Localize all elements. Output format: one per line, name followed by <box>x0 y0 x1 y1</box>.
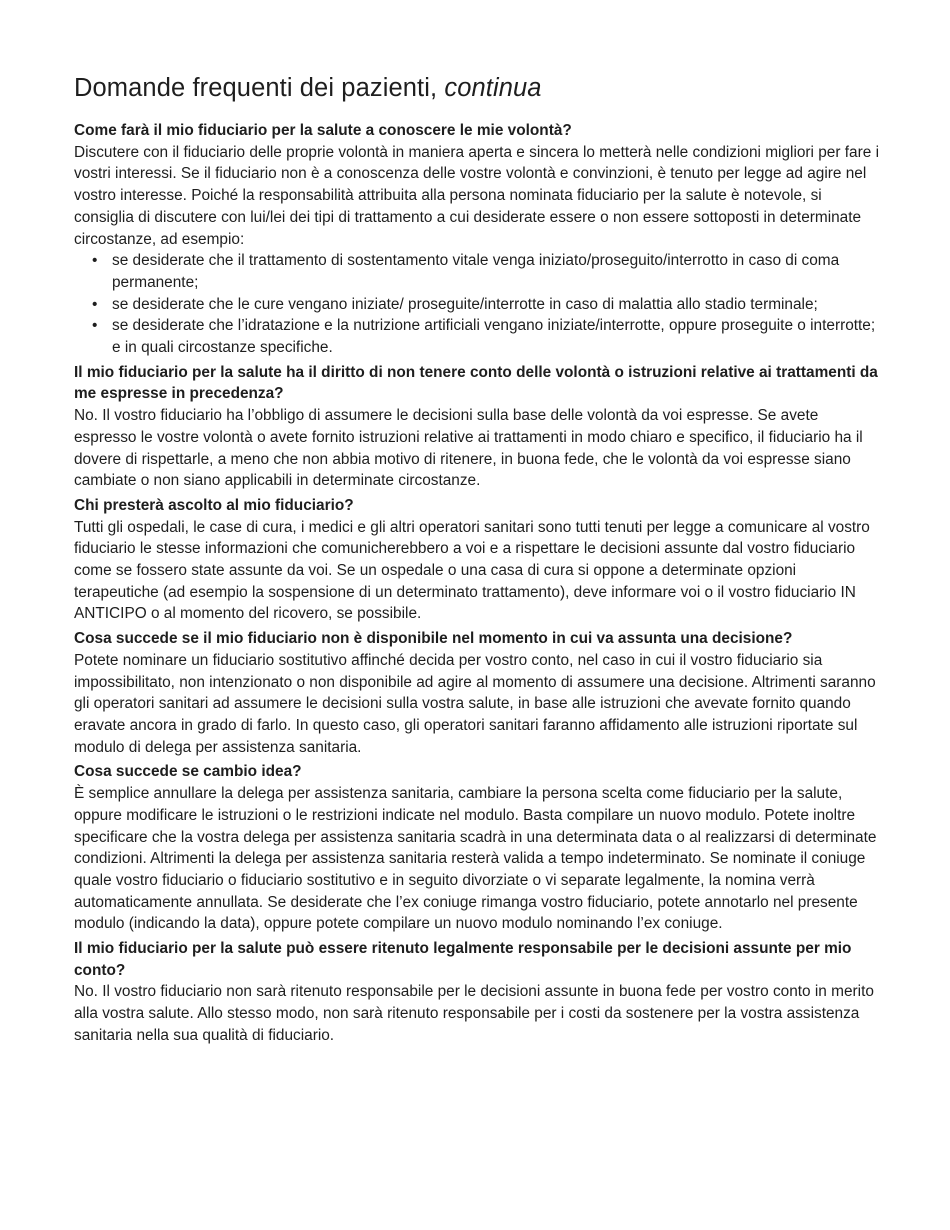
list-item-text: se desiderate che l’idratazione e la nutrizione artificiali vengano iniziate/interrotte, oppure proseguite o interrotte; e in quali circostanze specifiche. <box>112 317 876 357</box>
bullet-icon: • <box>92 317 98 335</box>
faq-question: Il mio fiduciario per la salute ha il diritto di non tenere conto delle volontà o istruzioni relative ai trattamenti da me espresse in precedenza? <box>74 363 878 403</box>
page-title <box>74 72 880 104</box>
list-item <box>74 250 880 293</box>
list-item <box>74 315 880 358</box>
faq-section-override-wishes <box>74 362 880 492</box>
faq-question: Il mio fiduciario per la salute può essere ritenuto legalmente responsabile per le decisioni assunte per mio conto? <box>74 940 852 979</box>
document-page <box>74 72 880 1050</box>
faq-answer: Potete nominare un fiduciario sostitutivo affinché decida per vostro conto, nel caso in cui il vostro fiduciario sia impossibilitato, non intenzionato o non disponibile ad agire al momento di assumere una decisione. Altrimenti saranno gli operatori sanitari ad assumere le decisioni sulla vostra salute, in base alle istruzioni che avevate fornito quando eravate ancora in grado di farlo. In questo caso, gli operatori sanitari faranno affidamento alle istruzioni riportate sul modulo di delega per assistenza sanitaria. <box>74 651 876 756</box>
faq-question: Chi presterà ascolto al mio fiduciario? <box>74 496 354 514</box>
faq-section-agent-unavailable <box>74 628 880 758</box>
faq-section-change-mind <box>74 761 880 935</box>
faq-section-who-listens <box>74 495 880 625</box>
faq-question: Come farà il mio fiduciario per la salute a conoscere le mie volontà? <box>74 122 572 139</box>
bullet-icon: • <box>92 295 98 313</box>
list-item <box>74 294 880 316</box>
faq-question: Cosa succede se il mio fiduciario non è disponibile nel momento in cui va assunta una decisione? <box>74 630 793 648</box>
page-title-suffix: continua <box>444 74 542 102</box>
faq-section-knowing-wishes <box>74 120 880 359</box>
faq-answer: Tutti gli ospedali, le case di cura, i medici e gli altri operatori sanitari sono tutti tenuti per legge a comunicare al vostro fiduciario le stesse informazioni che comunicherebbero a voi e a rispettare le decisioni assunte dal vostro fiduciario come se fossero state assunte da voi. Se un ospedale o una casa di cura si oppone a determinate opzioni terapeutiche (ad esempio la sospensione di un determinato trattamento), deve informare voi o il vostro fiduciario IN ANTICIPO o al momento del ricovero, se possibile. <box>74 518 870 623</box>
faq-answer: È semplice annullare la delega per assistenza sanitaria, cambiare la persona scelta come fiduciario per la salute, oppure modificare le istruzioni o le restrizioni indicate nel modulo. Basta compilare un nuovo modulo. Potete inoltre specificare che la vostra delega per assistenza sanitaria scadrà in una determinata data o al realizzarsi di determinate condizioni. Altrimenti la delega per assistenza sanitaria resterà valida a tempo indeterminato. Se nominate il coniuge quale vostro fiduciario o fiduciario sostitutivo e in seguito divorziate o vi separate legalmente, la nomina verrà automaticamente annullata. Se desiderate che l’ex coniuge rimanga vostro fiduciario, potete annotarlo nel presente modulo (indicando la data), oppure potete compilare un nuovo modulo nominando l’ex coniuge. <box>74 785 877 933</box>
page-title-main: Domande frequenti dei pazienti, <box>74 74 438 102</box>
faq-section-liability <box>74 938 880 1047</box>
list-item-text: se desiderate che il trattamento di sostentamento vitale venga iniziato/proseguito/interrotto in caso di coma permanente; <box>112 252 840 291</box>
treatment-examples-list <box>74 250 880 359</box>
faq-answer: No. Il vostro fiduciario ha l’obbligo di assumere le decisioni sulla base delle volontà da voi espresse. Se avete espresso le vostre volontà o avete fornito istruzioni relative ai trattamenti in modo chiaro e specifico, il fiduciario ha il dovere di rispettarle, a meno che non abbia motivo di ritenere, in buona fede, che le volontà da voi espresse siano cambiate o non siano applicabili in determinate circostanze. <box>74 407 863 490</box>
faq-question: Cosa succede se cambio idea? <box>74 763 302 781</box>
list-item-text: se desiderate che le cure vengano iniziate/ proseguite/interrotte in caso di malattia allo stadio terminale; <box>112 295 818 313</box>
faq-answer: Discutere con il fiduciario delle proprie volontà in maniera aperta e sincera lo metterà nelle condizioni migliori per fare i vostri interessi. Se il fiduciario non è a conoscenza delle vostre volontà e convinzioni, è tenuto per legge ad agire nel vostro interesse. Poiché la responsabilità attribuita alla persona nominata fiduciario per la salute è notevole, si consiglia di discutere con lui/lei dei tipi di trattamento a cui desiderate essere o non essere sottoposti in determinate circostanze, ad esempio: <box>74 143 879 248</box>
bullet-icon: • <box>92 252 98 270</box>
faq-answer: No. Il vostro fiduciario non sarà ritenuto responsabile per le decisioni assunte in buona fede per vostro conto in merito alla vostra salute. Allo stesso modo, non sarà ritenuto responsabile per i costi da sostenere per la vostra assistenza sanitaria nella sua qualità di fiduciario. <box>74 983 874 1044</box>
